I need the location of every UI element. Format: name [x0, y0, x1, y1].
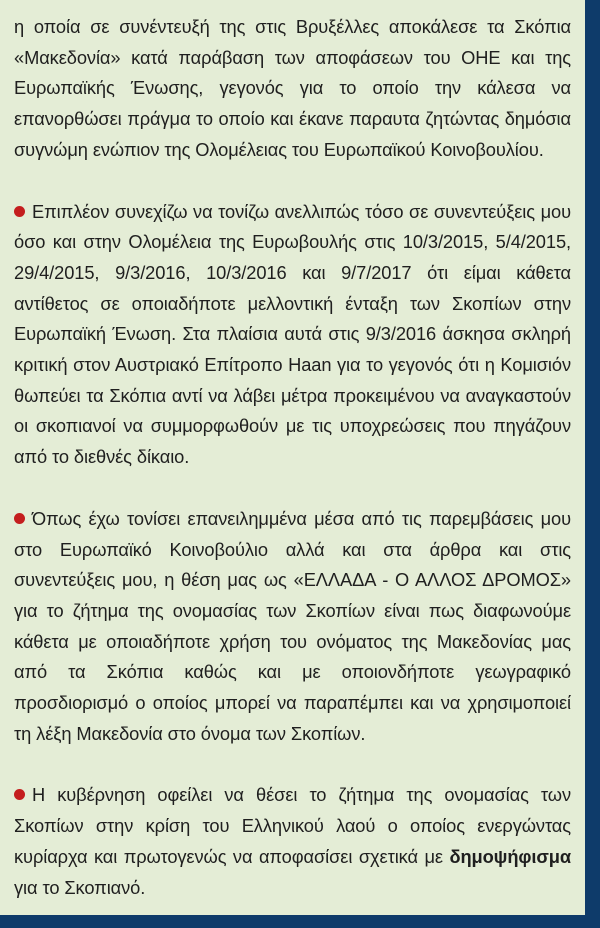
paragraph-party-position — [14, 504, 571, 750]
paragraph-gap — [14, 473, 571, 504]
paragraph-2-text: Επιπλέον συνεχίζω να τονίζω ανελλιπώς τόσο σε συνεντεύξεις μου όσο και στην Ολομέλεια της Ευρωβουλής στις 10/3/2015, 5/4/2015, 29/4/2015, 9/3/2016, 10/3/2016 και 9/7/2017 ότι είμαι κάθετα αντίθετος σε οποιαδήποτε μελλοντική ένταξη των Σκοπίων στην Ευρωπαϊκή Ένωση. Στα πλαίσια αυτά στις 9/3/2016 άσκησα σκληρή κριτική στον Αυστριακό Επίτροπο Haan για το γεγονός ότι η Κομισιόν θωπεύει τα Σκόπια αντί να λάβει μέτρα προκειμένου να αναγκαστούν οι σκοπιανοί να συμμορφωθούν με τις υποχρεώσεις που πηγάζουν από το διεθνές δίκαιο. — [14, 200, 571, 468]
red-bullet-icon — [14, 206, 25, 217]
red-bullet-icon — [14, 789, 25, 800]
paragraph-4-text-before: Η κυβέρνηση οφείλει να θέσει το ζήτημα της ονομασίας των Σκοπίων στην κρίση του Ελληνικού λαού ο οποίος ενεργώντας κυρίαρχα και πρωτογενώς να αποφασίσει σχετικά με — [14, 784, 571, 867]
referendum-bold-word: δημοψήφισμα — [449, 845, 571, 867]
paragraph-gap — [14, 749, 571, 780]
paragraph-gap — [14, 166, 571, 197]
paragraph-european-parliament — [14, 197, 571, 473]
paragraph-1-text: η οποία σε συνέντευξή της στις Βρυξέλλες αποκάλεσε τα Σκόπια «Μακεδονία» κατά παράβαση των αποφάσεων του ΟΗΕ και της Ευρωπαϊκής Ένωσης, γεγονός για το οποίο την κάλεσα να επανορθώσει πράγμα το οποίο και έκανε παραυτα ζητώντας δημόσια συγνώμη ενώπιον της Ολομέλειας του Ευρωπαϊκού Κοινοβουλίου. — [14, 16, 571, 160]
red-bullet-icon — [14, 513, 25, 524]
paragraph-continuation — [14, 12, 571, 166]
paragraph-4-text-after: για το Σκοπιανό. — [14, 876, 146, 898]
paragraph-3-text: Όπως έχω τονίσει επανειλημμένα μέσα από τις παρεμβάσεις μου στο Ευρωπαϊκό Κοινοβούλιο αλλά και στα άρθρα και στις συνεντεύξεις μου, η θέση μας ως «ΕΛΛΑΔΑ - Ο ΑΛΛΟΣ ΔΡΟΜΟΣ» για το ζήτημα της ονομασίας των Σκοπίων είναι πως διαφωνούμε κάθετα με οποιαδήποτε χρήση του ονόματος της Μακεδονίας μας από τα Σκόπια καθώς και με οποιονδήποτε γεωγραφικό προσδιορισμό ο οποίος μπορεί να παραπέμπει και να χρησιμοποιεί τη λέξη Μακεδονία στο όνομα των Σκοπίων. — [14, 507, 571, 744]
paragraph-referendum — [14, 780, 571, 903]
